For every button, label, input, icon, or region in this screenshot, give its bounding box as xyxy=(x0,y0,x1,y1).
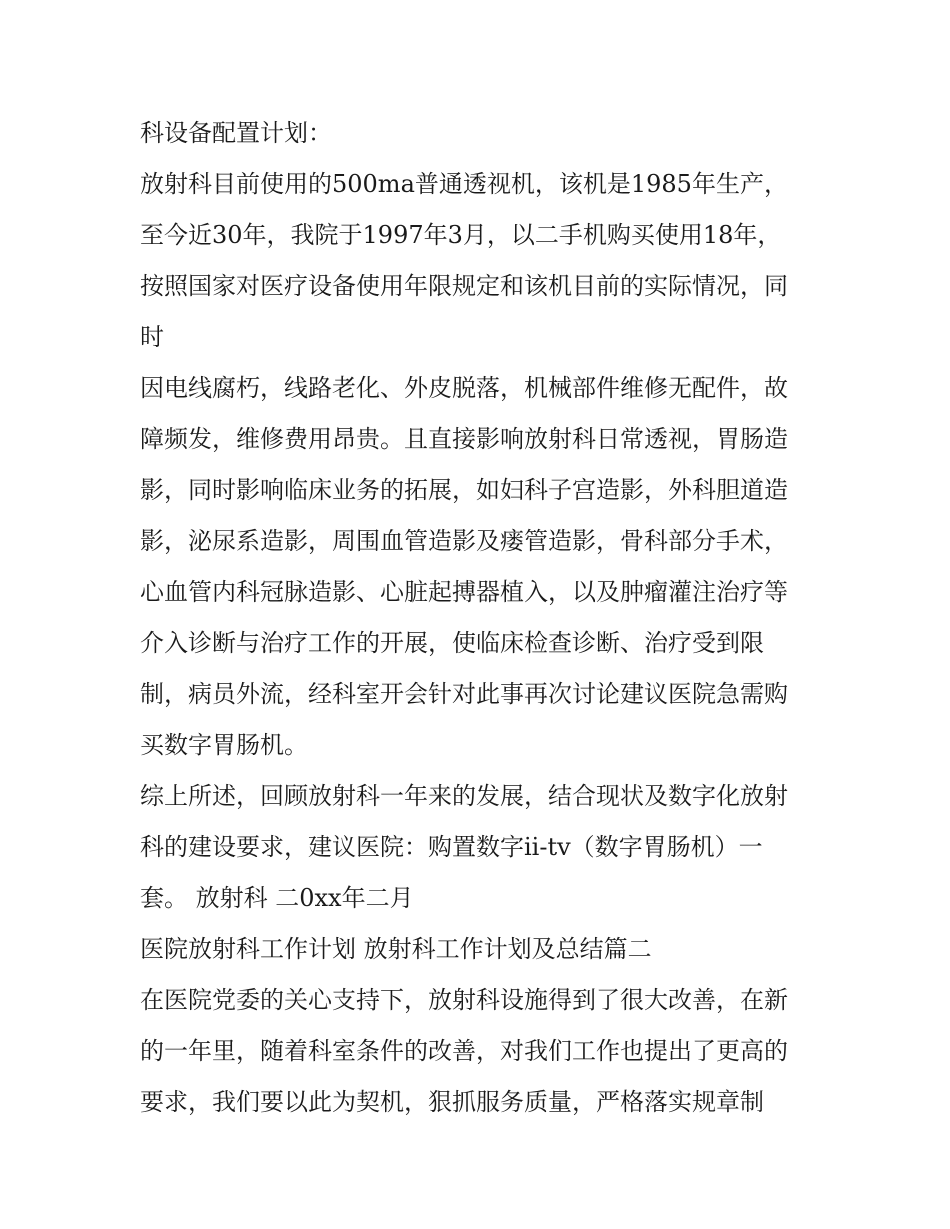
text-line: 至今近30年，我院于1997年3月，以二手机购买使用18年， xyxy=(140,221,782,249)
text-line: 介入诊断与治疗工作的开展，使临床检查诊断、治疗受到限 xyxy=(140,629,764,657)
text-line: 因电线腐朽，线路老化、外皮脱落，机械部件维修无配件，故 xyxy=(140,374,788,402)
text-line: 套。 放射科 二0xx年二月 xyxy=(140,884,414,912)
text-line: 的一年里，随着科室条件的改善，对我们工作也提出了更高的 xyxy=(140,1037,788,1065)
text-line: 在医院党委的关心支持下，放射科设施得到了很大改善，在新 xyxy=(140,986,788,1014)
text-line: 买数字胃肠机。 xyxy=(140,731,308,759)
text-line: 要求，我们要以此为契机，狠抓服务质量，严格落实规章制 xyxy=(140,1088,764,1116)
text-line: 按照国家对医疗设备使用年限规定和该机目前的实际情况，同 xyxy=(140,272,788,300)
section-heading: 医院放射科工作计划 放射科工作计划及总结篇二 xyxy=(140,935,652,963)
document-body xyxy=(140,108,820,1128)
text-line: 科的建设要求，建议医院：购置数字ii-tv（数字胃肠机）一 xyxy=(140,833,763,861)
text-line: 制，病员外流，经科室开会针对此事再次讨论建议医院急需购 xyxy=(140,680,788,708)
text-line: 影，泌尿系造影，周围血管造影及瘘管造影，骨科部分手术， xyxy=(140,527,788,555)
text-line: 影，同时影响临床业务的拓展，如妇科子宫造影，外科胆道造 xyxy=(140,476,788,504)
text-line: 障频发，维修费用昂贵。且直接影响放射科日常透视，胃肠造 xyxy=(140,425,788,453)
text-line: 时 xyxy=(140,323,164,351)
text-line: 心血管内科冠脉造影、心脏起搏器植入，以及肿瘤灌注治疗等 xyxy=(140,578,788,606)
text-line: 科设备配置计划： xyxy=(140,119,332,147)
text-line: 放射科目前使用的500ma普通透视机，该机是1985年生产， xyxy=(140,170,788,198)
text-line: 综上所述，回顾放射科一年来的发展，结合现状及数字化放射 xyxy=(140,782,788,810)
